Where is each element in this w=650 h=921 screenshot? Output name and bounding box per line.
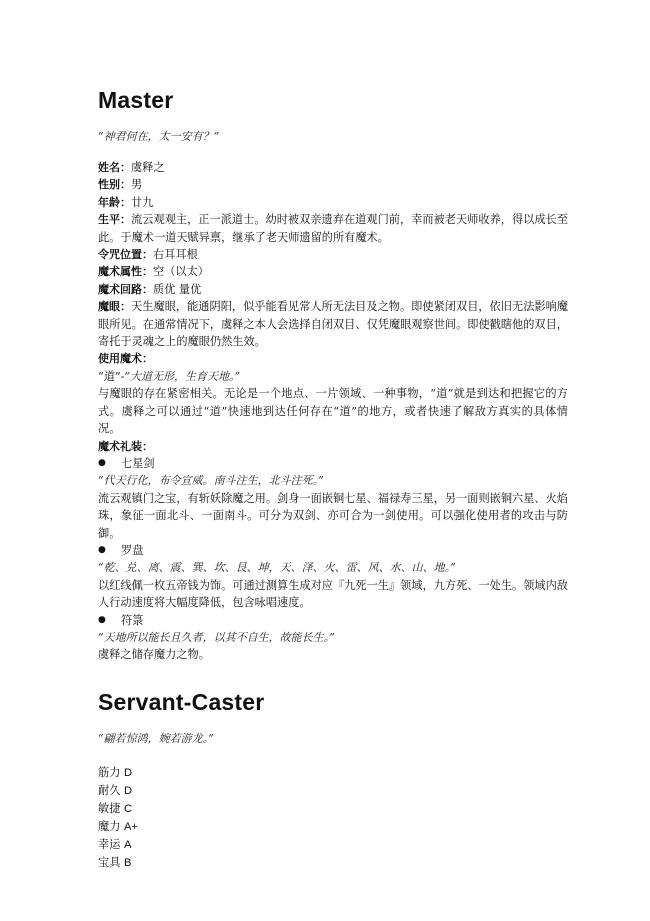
bullet-icon: ● bbox=[98, 457, 106, 468]
field-value: 天生魔眼，能通阴阳，似乎能看见常人所无法目及之物。即使紧闭双目，依旧无法影响魔眼所见。在通常情况下，虞释之本人会选择自闭双目、仅凭魔眼观察世间。即使戳瞎他的双目，寄托于灵魂之上的魔眼仍然生效。 bbox=[98, 300, 569, 349]
field-magic-attribute: 魔术属性：空（以太） bbox=[98, 265, 209, 279]
item-quote: “天地所以能长且久者，以其不自生，故能长生。” bbox=[98, 630, 335, 644]
field-value: 廿九 bbox=[131, 195, 154, 209]
stat-name: 敏捷 bbox=[98, 801, 121, 815]
field-mystic-eye: 魔眼：天生魔眼，能通阴阳，似乎能看见常人所无法目及之物。即使紧闭双目，依旧无法影响魔眼所见。在通常情况下，虞释之本人会选择自闭双目、仅凭魔眼观察世间。即使戳瞎他的双目，寄托于灵魂之上的魔眼仍然生效。 bbox=[98, 300, 569, 349]
stat-row bbox=[98, 764, 568, 782]
document-page bbox=[98, 86, 568, 872]
stat-name: 筋力 bbox=[98, 765, 121, 779]
stat-list bbox=[98, 764, 568, 872]
field-magic-circuit: 魔术回路：质优 量优 bbox=[98, 282, 202, 296]
field-value: 虞释之 bbox=[131, 161, 165, 174]
magic-description: 与魔眼的存在紧密相关。无论是一个地点、一片领域、一种事物，“道”就是到达和把握它的方式。虞释之可以通过“道”快速地到达任何存在“道”的地方，或者快速了解敌方真实的具体情况。 bbox=[98, 387, 568, 436]
field-command-seal: 令咒位置：右耳耳根 bbox=[98, 248, 198, 262]
mystic-code-label: 魔术礼装： bbox=[98, 439, 153, 453]
mystic-code-item bbox=[98, 542, 568, 612]
stat-row bbox=[98, 782, 568, 800]
field-age: 年龄：廿九 bbox=[98, 195, 154, 209]
mystic-code-item bbox=[98, 455, 568, 542]
bullet-icon: ● bbox=[98, 614, 106, 625]
profile-fields bbox=[98, 159, 568, 350]
magic-quote-prefix: “道”- bbox=[98, 369, 125, 383]
field-label: 魔眼 bbox=[98, 300, 121, 314]
bullet-icon: ● bbox=[98, 544, 106, 555]
stat-row bbox=[98, 818, 568, 836]
magic-quote-line bbox=[98, 368, 568, 385]
field-value: 空（以太） bbox=[153, 265, 209, 279]
list-item bbox=[98, 542, 568, 559]
field-name: 姓名：虞释之 bbox=[98, 161, 165, 174]
field-label: 姓名 bbox=[98, 161, 120, 174]
stat-rank: C bbox=[123, 802, 133, 815]
item-name: 七星剑 bbox=[121, 456, 155, 470]
stat-name: 耐久 bbox=[98, 783, 121, 797]
field-label: 魔术回路 bbox=[98, 282, 142, 296]
field-value: 质优 量优 bbox=[153, 282, 202, 296]
item-description: 以红线佩一枚五帝钱为饰。可通过测算生成对应『九死一生』领域，九方死、一处生。领域内敌人行动速度将大幅度降低，包含咏唱速度。 bbox=[98, 578, 568, 610]
field-label: 年龄 bbox=[98, 195, 120, 209]
stat-rank: D bbox=[123, 766, 133, 779]
field-label: 性别 bbox=[98, 178, 120, 192]
field-label: 令咒位置 bbox=[98, 248, 142, 262]
field-label: 魔术属性 bbox=[98, 265, 142, 279]
item-name: 符箓 bbox=[121, 613, 144, 627]
list-item bbox=[98, 455, 568, 472]
stat-row bbox=[98, 800, 568, 818]
mystic-code-item bbox=[98, 612, 568, 664]
item-quote: “代天行化，布令宣威。南斗注生，北斗注死。” bbox=[98, 474, 324, 488]
master-quote: “神君何在，太一安有？” bbox=[98, 130, 220, 143]
master-heading: Master bbox=[98, 87, 174, 113]
stat-row bbox=[98, 854, 568, 872]
item-quote: “乾、兑、离、震、巽、坎、艮、坤，天、泽、火、雷、风、水、山、地。” bbox=[98, 561, 456, 575]
stat-row bbox=[98, 836, 568, 854]
field-value: 流云观观主，正一派道士。幼时被双亲遗弃在道观门前，幸而被老天师收养，得以成长至此。于魔术一道天赋异禀，继承了老天师遗留的所有魔术。 bbox=[98, 213, 569, 244]
field-biography: 生平：流云观观主，正一派道士。幼时被双亲遗弃在道观门前，幸而被老天师收养，得以成长至此。于魔术一道天赋异禀，继承了老天师遗留的所有魔术。 bbox=[98, 213, 569, 244]
stat-rank: A+ bbox=[123, 820, 138, 833]
magic-quote: “大道无形，生育天地。” bbox=[124, 369, 241, 383]
field-gender: 性别：男 bbox=[98, 178, 143, 192]
stat-rank: D bbox=[123, 784, 133, 797]
field-value: 男 bbox=[131, 178, 143, 192]
item-name: 罗盘 bbox=[121, 543, 144, 557]
stat-name: 宝具 bbox=[98, 855, 121, 869]
list-item bbox=[98, 612, 568, 629]
stat-rank: A bbox=[123, 838, 132, 851]
item-description: 虞释之储存魔力之物。 bbox=[98, 648, 210, 662]
stat-rank: B bbox=[123, 856, 132, 869]
field-label: 生平 bbox=[98, 213, 121, 227]
magic-section-label: 使用魔术： bbox=[98, 352, 153, 366]
stat-name: 幸运 bbox=[98, 837, 121, 851]
stat-name: 魔力 bbox=[98, 819, 121, 833]
field-value: 右耳耳根 bbox=[153, 248, 198, 262]
servant-quote: “翩若惊鸿，婉若游龙。” bbox=[98, 731, 214, 745]
servant-heading: Servant-Caster bbox=[98, 688, 265, 715]
item-description: 流云观镇门之宝，有斩妖除魔之用。剑身一面嵌铜七星、福禄寿三星，另一面则嵌铜六星、火焰珠，象征一面北斗、一面南斗。可分为双剑、亦可合为一剑使用。可以强化使用者的攻击与防御。 bbox=[98, 491, 568, 540]
